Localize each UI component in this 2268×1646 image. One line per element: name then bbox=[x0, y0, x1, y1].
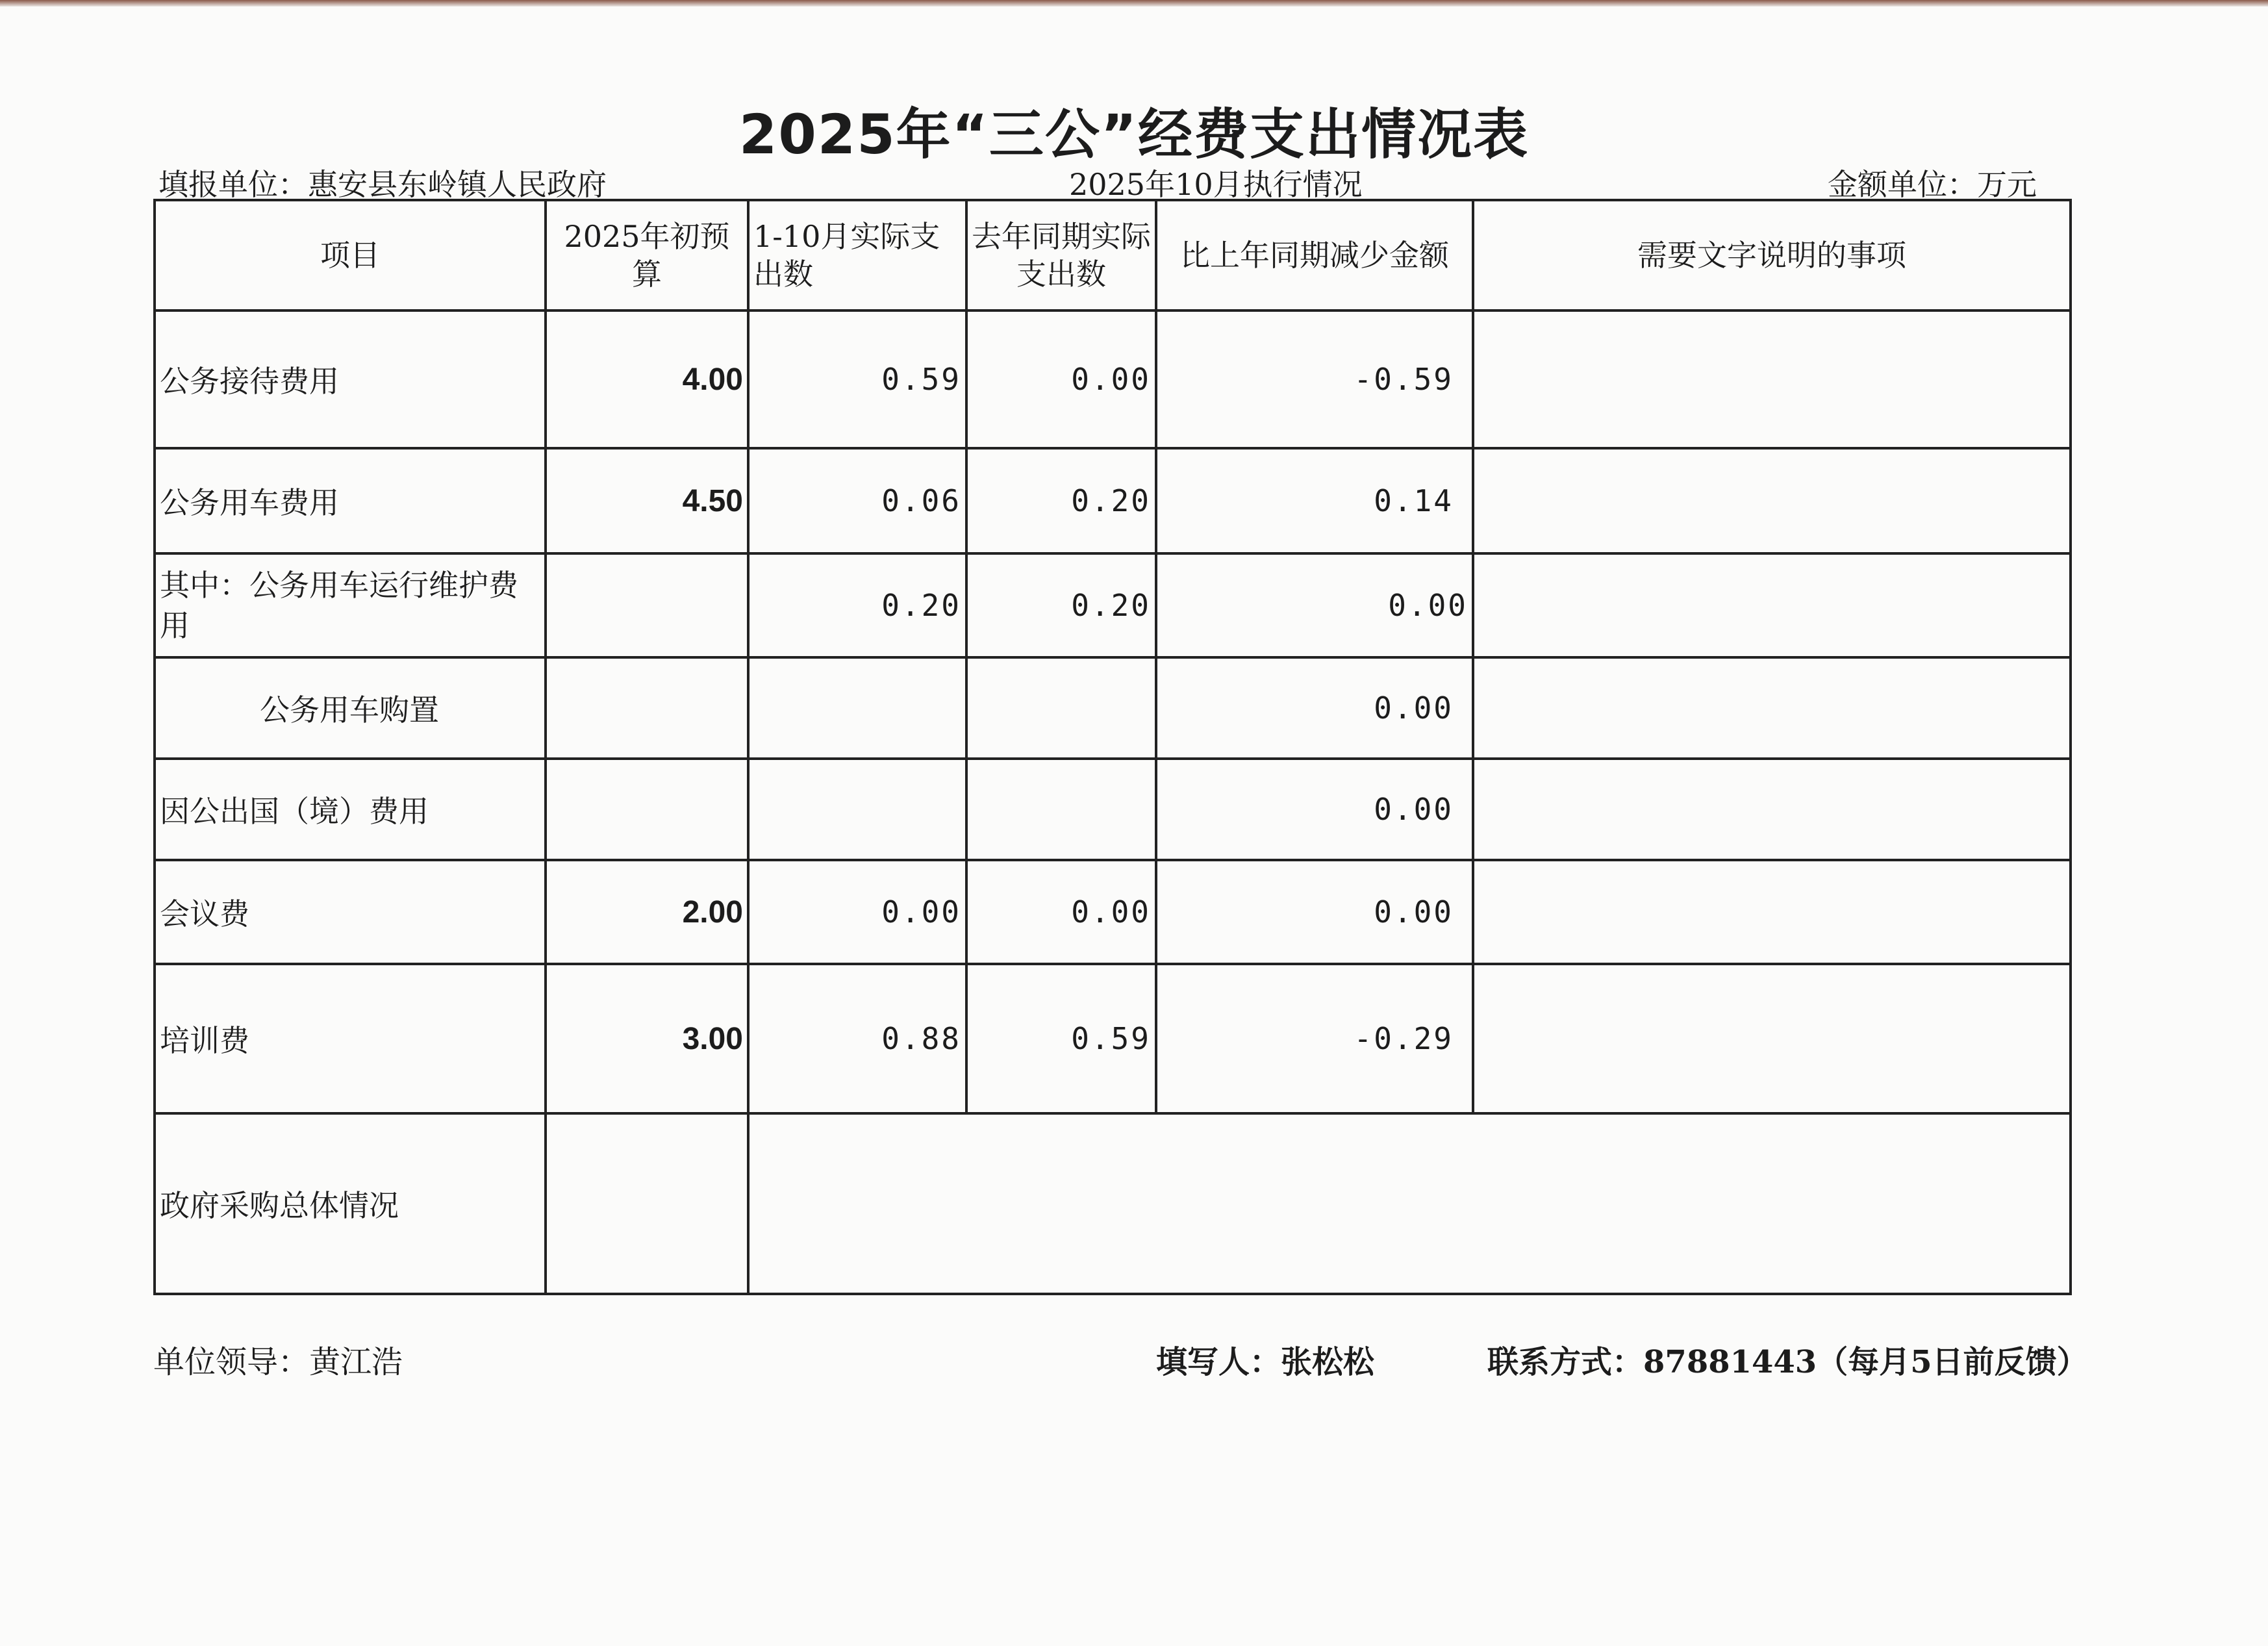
row-budget bbox=[546, 759, 748, 860]
row-actual bbox=[748, 759, 966, 860]
expense-table bbox=[153, 199, 2072, 1295]
table-row bbox=[155, 860, 2071, 964]
row-budget bbox=[546, 553, 748, 657]
header-actual: 1-10月实际支出数 bbox=[748, 200, 966, 310]
row-budget: 4.00 bbox=[546, 310, 748, 448]
row-decrease: -0.29 bbox=[1156, 964, 1473, 1113]
row-actual: 0.06 bbox=[748, 448, 966, 553]
contact-value: 87881443（每月5日前反馈） bbox=[1643, 1344, 2088, 1380]
unit-leader-label: 单位领导： bbox=[153, 1344, 310, 1380]
row-decrease: 0.14 bbox=[1156, 448, 1473, 553]
row-notes bbox=[1473, 860, 2071, 964]
row-item: 培训费 bbox=[155, 964, 546, 1113]
table-row bbox=[155, 553, 2071, 657]
amount-unit: 金额单位：万元 bbox=[1828, 167, 2037, 202]
row-item: 其中：公务用车运行维护费用 bbox=[155, 553, 546, 657]
table-row bbox=[155, 964, 2071, 1113]
row-actual: 0.20 bbox=[748, 553, 966, 657]
row-decrease: 0.00 bbox=[1156, 759, 1473, 860]
reporting-period: 2025年10月执行情况 bbox=[1069, 167, 1363, 202]
row-actual: 0.00 bbox=[748, 860, 966, 964]
row-last-year: 0.20 bbox=[966, 448, 1156, 553]
row-decrease: 0.00 bbox=[1156, 553, 1473, 657]
row-last-year: 0.00 bbox=[966, 310, 1156, 448]
row-item: 因公出国（境）费用 bbox=[155, 759, 546, 860]
unit-leader-name: 黄江浩 bbox=[309, 1344, 403, 1380]
row-last-year: 0.59 bbox=[966, 964, 1156, 1113]
filler-name: 张松松 bbox=[1281, 1344, 1375, 1380]
header-notes: 需要文字说明的事项 bbox=[1473, 200, 2071, 310]
row-decrease: -0.59 bbox=[1156, 310, 1473, 448]
row-item: 公务用车费用 bbox=[155, 448, 546, 553]
row-actual: 0.59 bbox=[748, 310, 966, 448]
page-top-edge bbox=[0, 0, 2268, 6]
reporting-unit: 填报单位：惠安县东岭镇人民政府 bbox=[158, 167, 607, 202]
row-budget: 3.00 bbox=[546, 964, 748, 1113]
table-row bbox=[155, 310, 2071, 448]
row-last-year bbox=[966, 759, 1156, 860]
header-decrease: 比上年同期减少金额 bbox=[1156, 200, 1473, 310]
header-item: 项目 bbox=[155, 200, 546, 310]
row-notes bbox=[1473, 553, 2071, 657]
row-budget: 4.50 bbox=[546, 448, 748, 553]
row-item: 公务用车购置 bbox=[155, 657, 546, 759]
row-actual bbox=[748, 657, 966, 759]
row-last-year: 0.00 bbox=[966, 860, 1156, 964]
expense-table-container bbox=[153, 199, 2069, 1295]
table-row bbox=[155, 759, 2071, 860]
unit-leader bbox=[153, 1337, 403, 1382]
row-actual: 0.88 bbox=[748, 964, 966, 1113]
row-decrease: 0.00 bbox=[1156, 657, 1473, 759]
row-notes bbox=[1473, 964, 2071, 1113]
procurement-item: 政府采购总体情况 bbox=[155, 1113, 546, 1294]
row-budget bbox=[546, 657, 748, 759]
contact bbox=[1487, 1337, 2088, 1382]
header-last-year: 去年同期实际支出数 bbox=[966, 200, 1156, 310]
procurement-row bbox=[155, 1113, 2071, 1294]
row-decrease: 0.00 bbox=[1156, 860, 1473, 964]
table-row bbox=[155, 448, 2071, 553]
procurement-notes bbox=[748, 1113, 2071, 1294]
filler bbox=[1156, 1337, 1374, 1382]
row-budget: 2.00 bbox=[546, 860, 748, 964]
contact-label: 联系方式： bbox=[1487, 1344, 1644, 1380]
row-notes bbox=[1473, 657, 2071, 759]
header-budget: 2025年初预算 bbox=[546, 200, 748, 310]
procurement-value bbox=[546, 1113, 748, 1294]
row-notes bbox=[1473, 759, 2071, 860]
row-last-year bbox=[966, 657, 1156, 759]
row-notes bbox=[1473, 310, 2071, 448]
row-item: 公务接待费用 bbox=[155, 310, 546, 448]
row-last-year: 0.20 bbox=[966, 553, 1156, 657]
table-row bbox=[155, 657, 2071, 759]
row-item: 会议费 bbox=[155, 860, 546, 964]
filler-label: 填写人： bbox=[1156, 1344, 1281, 1380]
table-header-row bbox=[155, 200, 2071, 310]
row-notes bbox=[1473, 448, 2071, 553]
page-title: 2025年“三公”经费支出情况表 bbox=[738, 103, 1530, 166]
